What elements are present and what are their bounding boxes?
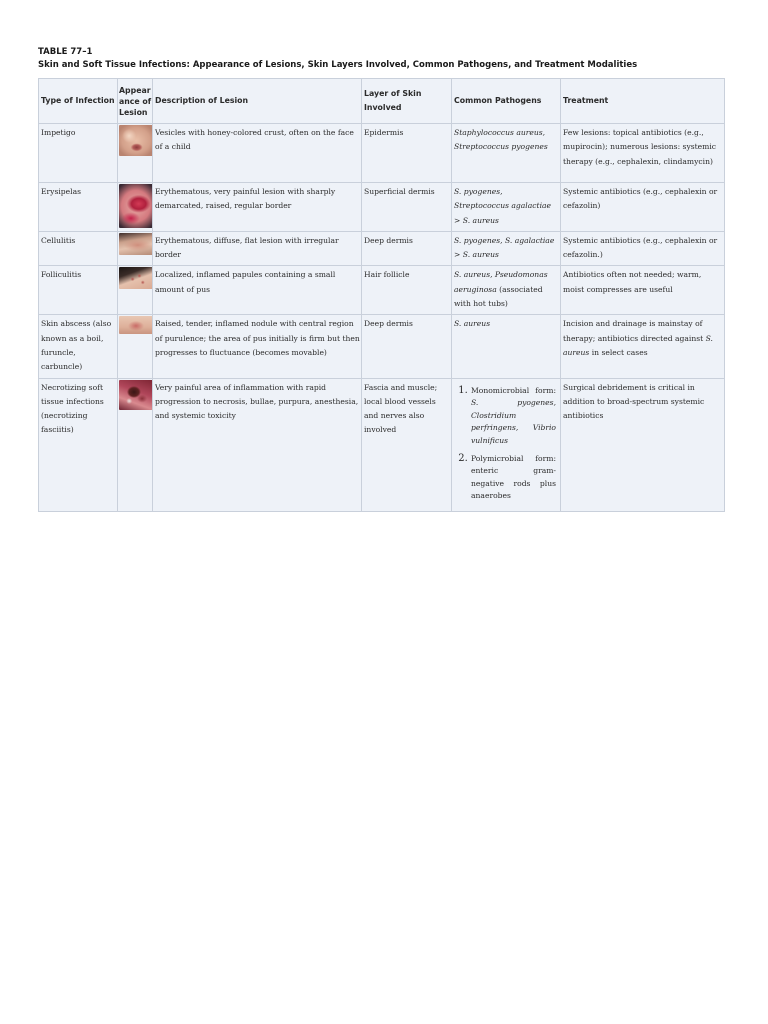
cell-appearance: [118, 378, 153, 511]
cell-description: Erythematous, very painful lesion with sharply demarcated, raised, regular border: [153, 183, 362, 232]
cell-pathogens: [452, 378, 561, 511]
pathogens-separator: >: [454, 250, 463, 260]
pathogens-list: [454, 385, 559, 503]
pathogens-text: S. aureus: [462, 215, 499, 225]
cell-layer: Hair follicle: [362, 266, 452, 315]
cell-pathogens: [452, 315, 561, 378]
pathogens-note: (associated with hot tubs): [454, 284, 543, 309]
table-title: Skin and Soft Tissue Infections: Appearance of Lesions, Skin Layers Involved, Common Pathogens, and Treatment Modalities: [38, 60, 638, 70]
cell-appearance: [118, 266, 153, 315]
cell-treatment: Antibiotics often not needed; warm, moist compresses are useful: [561, 266, 725, 315]
cell-type: Skin abscess (also known as a boil, furuncle, carbuncle): [39, 315, 118, 378]
header-appearance-of-lesion: Appearance of Lesion: [118, 79, 153, 124]
cell-layer: Deep dermis: [362, 315, 452, 378]
cell-treatment: Few lesions: topical antibiotics (e.g., mupirocin); numerous lesions: systemic therapy (e.g., cephalexin, clindamycin): [561, 124, 725, 183]
list-item-organisms: S. pyogenes, Clostridium perfringens, Vibrio vulnificus: [471, 398, 556, 445]
cell-appearance: [118, 315, 153, 378]
abscess-lesion-photo: [119, 316, 153, 334]
cell-description: Vesicles with honey-colored crust, often on the face of a child: [153, 124, 362, 183]
treatment-text: in select cases: [589, 347, 648, 357]
cell-treatment: Surgical debridement is critical in addition to broad-spectrum systemic antibiotics: [561, 378, 725, 511]
cell-description: Very painful area of inflammation with rapid progression to necrosis, bullae, purpura, anesthesia, and systemic toxicity: [153, 378, 362, 511]
table-label: TABLE 77–1: [38, 47, 93, 57]
cell-pathogens: [452, 231, 561, 266]
cell-appearance: [118, 231, 153, 266]
header-treatment: Treatment: [561, 79, 725, 124]
impetigo-lesion-photo: [119, 125, 153, 156]
table-row: [39, 266, 725, 315]
pathogens-text: S. pyogenes, Streptococcus agalactiae: [454, 187, 552, 211]
list-item-prefix: Monomicrobial form:: [471, 385, 556, 395]
header-common-pathogens: Common Pathogens: [452, 79, 561, 124]
list-item-prefix: Polymicrobial form: enteric gram-negative rods plus anaerobes: [471, 453, 556, 501]
cell-layer: Superficial dermis: [362, 183, 452, 232]
cell-type: Cellulitis: [39, 231, 118, 266]
header-type-of-infection: Type of Infection: [39, 79, 118, 124]
list-item: [471, 385, 559, 448]
pathogens-text: S. aureus: [462, 250, 499, 260]
cell-description: Raised, tender, inflamed nodule with central region of purulence; the area of pus initially is firm but then progresses to fluctuance (becomes movable): [153, 315, 362, 378]
cell-type: Necrotizing soft tissue infections (necrotizing fasciitis): [39, 378, 118, 511]
treatment-text: Incision and drainage is mainstay of therapy; antibiotics directed against: [563, 319, 706, 343]
cell-pathogens: [452, 124, 561, 183]
pathogens-text: S. aureus: [454, 319, 491, 329]
infections-table: [38, 78, 725, 512]
folliculitis-lesion-photo: [119, 267, 153, 289]
cell-layer: Deep dermis: [362, 231, 452, 266]
header-layer-of-skin: Layer of Skin Involved: [362, 79, 452, 124]
table-row: [39, 183, 725, 232]
cell-type: Folliculitis: [39, 266, 118, 315]
pathogens-text: S. pyogenes, S. agalactiae: [454, 235, 555, 245]
cell-appearance: [118, 124, 153, 183]
cell-description: Localized, inflamed papules containing a small amount of pus: [153, 266, 362, 315]
treatment-organism: S. aureus: [563, 333, 713, 357]
document-page: [38, 47, 724, 512]
cell-pathogens: [452, 183, 561, 232]
header-description-of-lesion: Description of Lesion: [153, 79, 362, 124]
necrotizing-lesion-photo: [119, 380, 153, 410]
list-item: [471, 453, 559, 503]
table-header-row: [39, 79, 725, 124]
table-row: [39, 124, 725, 183]
table-row: [39, 378, 725, 511]
cell-description: Erythematous, diffuse, flat lesion with irregular border: [153, 231, 362, 266]
table-row: [39, 315, 725, 378]
pathogens-text: Staphylococcus aureus, Streptococcus pyogenes: [454, 128, 548, 152]
cell-appearance: [118, 183, 153, 232]
cellulitis-lesion-photo: [119, 233, 153, 255]
cell-treatment: [561, 315, 725, 378]
cell-layer: Epidermis: [362, 124, 452, 183]
cell-layer: Fascia and muscle; local blood vessels and nerves also involved: [362, 378, 452, 511]
cell-type: Erysipelas: [39, 183, 118, 232]
pathogens-separator: >: [454, 215, 463, 225]
cell-type: Impetigo: [39, 124, 118, 183]
table-row: [39, 231, 725, 266]
pathogens-text: S. aureus, Pseudomonas aeruginosa: [454, 270, 548, 294]
cell-treatment: Systemic antibiotics (e.g., cephalexin or cefazolin.): [561, 231, 725, 266]
erysipelas-lesion-photo: [119, 184, 153, 228]
cell-pathogens: [452, 266, 561, 315]
cell-treatment: Systemic antibiotics (e.g., cephalexin or cefazolin): [561, 183, 725, 232]
